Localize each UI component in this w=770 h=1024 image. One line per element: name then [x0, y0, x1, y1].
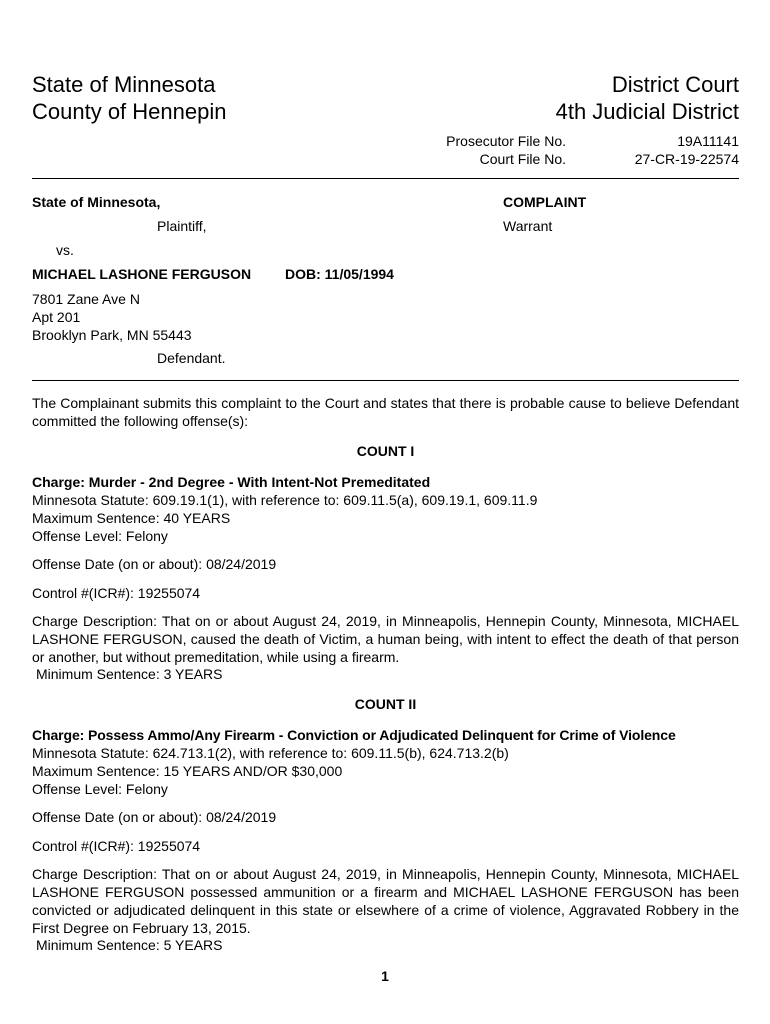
intro-paragraph: The Complainant submits this complaint to the Court and states that there is probable cause to believe Defendant committed the following offense(s):: [32, 395, 739, 429]
defendant-dob: DOB: 11/05/1994: [285, 266, 394, 282]
district-court-line: District Court: [611, 72, 739, 97]
count-min-sentence: Minimum Sentence: 3 YEARS: [36, 666, 223, 682]
caption-divider: [32, 380, 739, 381]
file-labels: [380, 132, 566, 168]
count-max-sentence: Maximum Sentence: 40 YEARS: [32, 510, 231, 526]
prosecutor-file-number: 19A11141: [677, 133, 739, 149]
court-state-county: [32, 71, 226, 125]
count-max-sentence: Maximum Sentence: 15 YEARS AND/OR $30,000: [32, 763, 343, 779]
page-number: 1: [381, 968, 389, 984]
header-divider: [32, 178, 739, 179]
address-line: Brooklyn Park, MN 55443: [32, 327, 192, 343]
count-offense-date: Offense Date (on or about): 08/24/2019: [32, 809, 277, 825]
defendant-address: [32, 290, 192, 344]
count-offense-date: Offense Date (on or about): 08/24/2019: [32, 556, 277, 572]
prosecutor-file-label: Prosecutor File No.: [446, 133, 566, 149]
state-line: State of Minnesota: [32, 72, 216, 97]
count-statute: Minnesota Statute: 609.19.1(1), with reference to: 609.11.5(a), 609.19.1, 609.11.9: [32, 492, 538, 508]
count-control-number: Control #(ICR#): 19255074: [32, 585, 201, 601]
count-description: Charge Description: That on or about August 24, 2019, in Minneapolis, Hennepin County, Minnesota, MICHAEL LASHONE FERGUSON possessed ammunition or a firearm and MICHAEL LASHONE FERGUSON has been convicted or adjudicated delinquent in this state or elsewhere of a crime of violence, Aggravated Robbery in the First Degree on February 13, 2015.: [32, 866, 739, 936]
count-description: Charge Description: That on or about August 24, 2019, in Minneapolis, Hennepin County, Minnesota, MICHAEL LASHONE FERGUSON, caused the death of Victim, a human being, with intent to effect the death of that person or another, but without premeditation, while using a firearm.: [32, 613, 739, 665]
county-line: County of Hennepin: [32, 99, 227, 124]
count-heading: COUNT I: [356, 443, 415, 459]
document-subtype: Warrant: [503, 218, 553, 234]
document-type: COMPLAINT: [503, 194, 587, 210]
defendant-role: Defendant.: [157, 350, 226, 366]
count-min-sentence: Minimum Sentence: 5 YEARS: [36, 937, 223, 953]
count-charge: Charge: Possess Ammo/Any Firearm - Conviction or Adjudicated Delinquent for Crime of Violence: [32, 727, 676, 743]
court-file-label: Court File No.: [479, 151, 566, 167]
plaintiff-role: Plaintiff,: [157, 218, 207, 234]
count-heading: COUNT II: [354, 696, 417, 712]
count-offense-level: Offense Level: Felony: [32, 781, 168, 797]
count-offense-level: Offense Level: Felony: [32, 528, 168, 544]
court-district: [556, 71, 739, 125]
address-line: 7801 Zane Ave N: [32, 291, 140, 307]
count-statute: Minnesota Statute: 624.713.1(2), with reference to: 609.11.5(b), 624.713.2(b): [32, 745, 509, 761]
judicial-district-line: 4th Judicial District: [555, 99, 739, 124]
court-file-number: 27-CR-19-22574: [634, 151, 739, 167]
count-control-number: Control #(ICR#): 19255074: [32, 838, 201, 854]
address-line: Apt 201: [32, 309, 81, 325]
versus-label: vs.: [56, 242, 74, 258]
plaintiff-name: State of Minnesota,: [32, 194, 161, 210]
count-charge: Charge: Murder - 2nd Degree - With Intent-Not Premeditated: [32, 474, 431, 490]
defendant-name: MICHAEL LASHONE FERGUSON: [32, 266, 252, 282]
file-values: [570, 132, 739, 168]
